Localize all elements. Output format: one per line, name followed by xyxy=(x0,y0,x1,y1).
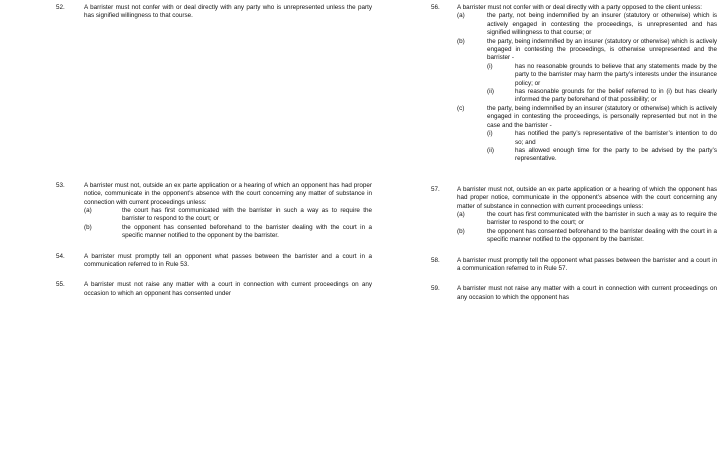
rule-number: 53. xyxy=(56,181,65,189)
sub-item-text: the opponent has consented beforehand to the barrister dealing with the court in a specific manner notified to the opponent by the barrister. xyxy=(122,223,372,240)
sub-item-label: (b) xyxy=(457,37,465,45)
sub-item-c xyxy=(457,105,717,164)
sub-sub-item-text: has reasonable grounds for the belief referred to in (i) but has clearly informed the party beforehand of that possibility; or xyxy=(515,88,717,104)
rule-54 xyxy=(56,253,372,270)
right-column xyxy=(431,4,717,308)
rule-number: 54. xyxy=(56,252,65,260)
rule-number: 52. xyxy=(56,4,65,11)
sub-sub-item-i xyxy=(487,63,717,88)
sub-item-label: (b) xyxy=(84,223,92,231)
sub-sub-item-text: has no reasonable grounds to believe that any statements made by the party to the barrister may harm the party’s interests under the insurance policy; or xyxy=(515,62,717,87)
sub-item-a xyxy=(457,12,717,37)
sub-item-label: (c) xyxy=(457,104,465,112)
sub-sub-item-ii xyxy=(487,88,717,105)
sub-item-text: the party, being indemnified by an insurer (statutory or otherwise) which is actively engaged in contesting the proceedings, is personally represented but not in the case and the barrister - xyxy=(487,104,717,129)
rule-text: A barrister must not raise any matter with a court in connection with current proceedings on any occasion to which an opponent has consented under xyxy=(84,281,372,297)
sub-item-text: the court has first communicated with the barrister in such a way as to require the barrister to respond to the court; or xyxy=(487,210,717,227)
rule-text: A barrister must not confer with or deal directly with any party who is unrepresented unless the party has signified willingness to that course. xyxy=(84,4,372,20)
sub-sub-item-ii xyxy=(487,147,717,164)
sub-sub-item-text: has allowed enough time for the party to be advised by the party’s representative. xyxy=(515,146,717,163)
sub-item-label: (a) xyxy=(84,207,92,215)
sub-item-text: the court has first communicated with the barrister in such a way as to require the barrister to respond to the court; or xyxy=(122,207,372,223)
rule-text: A barrister must promptly tell the opponent what passes between the barrister and a court in a communication referred to in Rule 57. xyxy=(457,256,717,272)
sub-sub-item-text: has notified the party’s representative of the barrister’s intention to do so; and xyxy=(515,130,717,146)
rule-55 xyxy=(56,281,372,298)
rule-text: A barrister must promptly tell an opponent what passes between the barrister and a court in a communication referred to in Rule 53. xyxy=(84,252,372,269)
left-column xyxy=(56,4,372,304)
rule-text: A barrister must not, outside an ex parte application or a hearing of which an opponent has had proper notice, communicate in the opponent’s absence with the court concerning any matter of substance in connection with current proceedings unless: xyxy=(84,181,372,206)
rule-number: 56. xyxy=(431,4,440,11)
rule-number: 58. xyxy=(431,256,440,264)
sub-item-label: (b) xyxy=(457,227,465,235)
sub-item-text: the party, not being indemnified by an insurer (statutory or otherwise) which is actively engaged in contesting the proceedings, is unrepresented and has signified willingness to that course; or xyxy=(487,12,717,37)
rule-59 xyxy=(431,285,717,302)
sub-item-label: (a) xyxy=(457,210,465,218)
rule-number: 57. xyxy=(431,185,440,193)
rule-57 xyxy=(431,186,717,245)
sub-item-b xyxy=(84,224,372,241)
rule-number: 55. xyxy=(56,281,65,289)
sub-sub-item-label: (i) xyxy=(487,130,493,138)
rule-text: A barrister must not confer with or deal directly with a party opposed to the client unless: xyxy=(457,4,703,11)
rule-52 xyxy=(56,4,372,21)
sub-item-a xyxy=(457,211,717,228)
sub-item-label: (a) xyxy=(457,12,465,20)
sub-item-b xyxy=(457,228,717,245)
sub-item-text: the opponent has consented beforehand to the barrister dealing with the court in a specific manner notified to the opponent by the barrister. xyxy=(487,227,717,244)
rule-56 xyxy=(431,4,717,164)
sub-sub-item-label: (i) xyxy=(487,62,493,70)
rule-53 xyxy=(56,182,372,241)
rule-text: A barrister must not raise any matter with a court in connection with current proceedings on any occasion to which the opponent has xyxy=(457,285,717,301)
sub-sub-item-i xyxy=(487,130,717,147)
sub-item-b xyxy=(457,38,717,105)
sub-item-a xyxy=(84,207,372,224)
sub-item-text: the party, being indemnified by an insurer (statutory or otherwise) which is actively engaged in contesting the proceedings, is otherwise unrepresented and the barrister - xyxy=(487,37,717,62)
rule-text: A barrister must not, outside an ex parte application or a hearing of which the opponent has had proper notice, communicate in the opponent’s absence with the court concerning any matter of substance in connection with current proceedings unless: xyxy=(457,185,717,210)
sub-sub-item-label: (ii) xyxy=(487,146,494,154)
rule-number: 59. xyxy=(431,285,440,293)
rule-58 xyxy=(431,257,717,274)
sub-sub-item-label: (ii) xyxy=(487,88,494,96)
